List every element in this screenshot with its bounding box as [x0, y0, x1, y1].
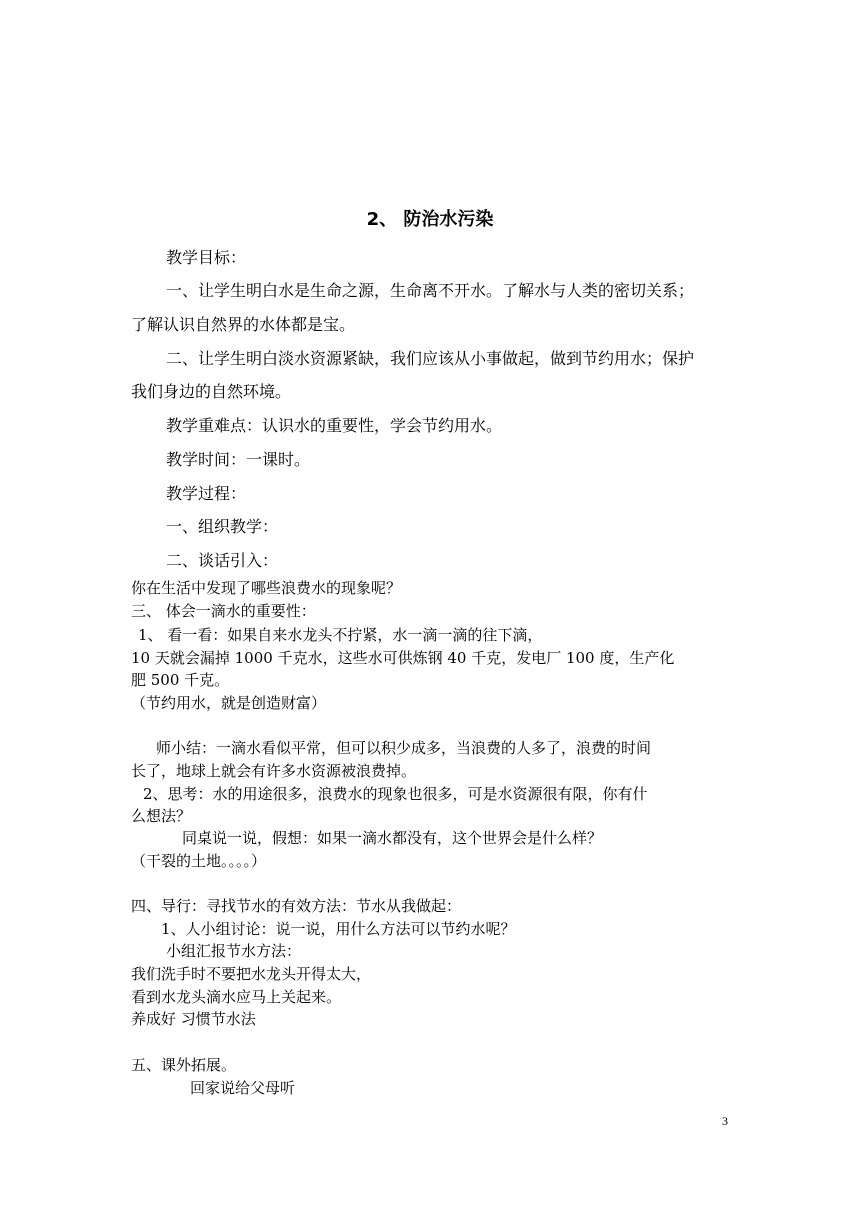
page-number: 3: [722, 1114, 728, 1128]
text-line: 回家说给父母听: [190, 1079, 296, 1097]
text-line: 养成好 习惯节水法: [131, 1010, 256, 1028]
lesson-title: 2、 防治水污染: [366, 209, 494, 230]
text-line: 么想法？: [131, 807, 192, 825]
text-line: 看到水龙头滴水应马上关起来。: [131, 988, 342, 1006]
text-line: 师小结：一滴水看似平常，但可以积少成多，当浪费的人多了，浪费的时间: [156, 739, 652, 757]
text-line: 一、让学生明白水是生命之源，生命离不开水。了解水与人类的密切关系；: [166, 281, 695, 300]
text-line: （节约用水，就是创造财富）: [131, 694, 327, 712]
text-line: 一、组织教学：: [166, 517, 279, 536]
text-line: （干裂的土地。。。。）: [131, 852, 267, 870]
text-line: 我们身边的自然环境。: [131, 382, 292, 401]
text-line: 肥 500 千克。: [131, 671, 230, 689]
text-line: 二、让学生明白淡水资源紧缺，我们应该从小事做起，做到节约用水；保护: [166, 349, 695, 368]
text-line: 小组汇报节水方法：: [166, 942, 302, 960]
text-line: 1、 看一看：如果自来水龙头不拧紧，水一滴一滴的往下滴，: [138, 626, 543, 644]
text-line: 教学过程：: [166, 484, 247, 503]
text-line: 10 天就会漏掉 1000 千克水，这些水可供炼钢 40 千克，发电厂 100 度，生产化: [131, 649, 675, 667]
text-line: 长了，地球上就会有许多水资源被浪费掉。: [131, 762, 417, 780]
text-line: 2、思考：水的用途很多，浪费水的现象也很多，可是水资源很有限，你有什: [143, 785, 648, 803]
text-line: 四、导行：寻找节水的有效方法：节水从我做起：: [131, 897, 462, 915]
text-line: 我们洗手时不要把水龙头开得太大，: [131, 965, 372, 983]
text-line: 三、 体会一滴水的重要性：: [131, 602, 316, 620]
text-line: 1、人小组讨论：说一说，用什么方法可以节约水呢？: [161, 920, 516, 938]
text-line: 了解认识自然界的水体都是宝。: [131, 315, 356, 334]
text-line: 五、课外拓展。: [131, 1056, 237, 1074]
text-line: 同桌说一说，假想：如果一滴水都没有，这个世界会是什么样？: [182, 829, 603, 847]
text-line: 二、谈话引入：: [166, 551, 279, 570]
text-line: 教学重难点：认识水的重要性，学会节约用水。: [166, 416, 503, 435]
text-line: 教学目标：: [166, 248, 247, 267]
text-line: 你在生活中发现了哪些浪费水的现象呢？: [131, 579, 402, 597]
text-line: 教学时间：一课时。: [166, 450, 311, 469]
